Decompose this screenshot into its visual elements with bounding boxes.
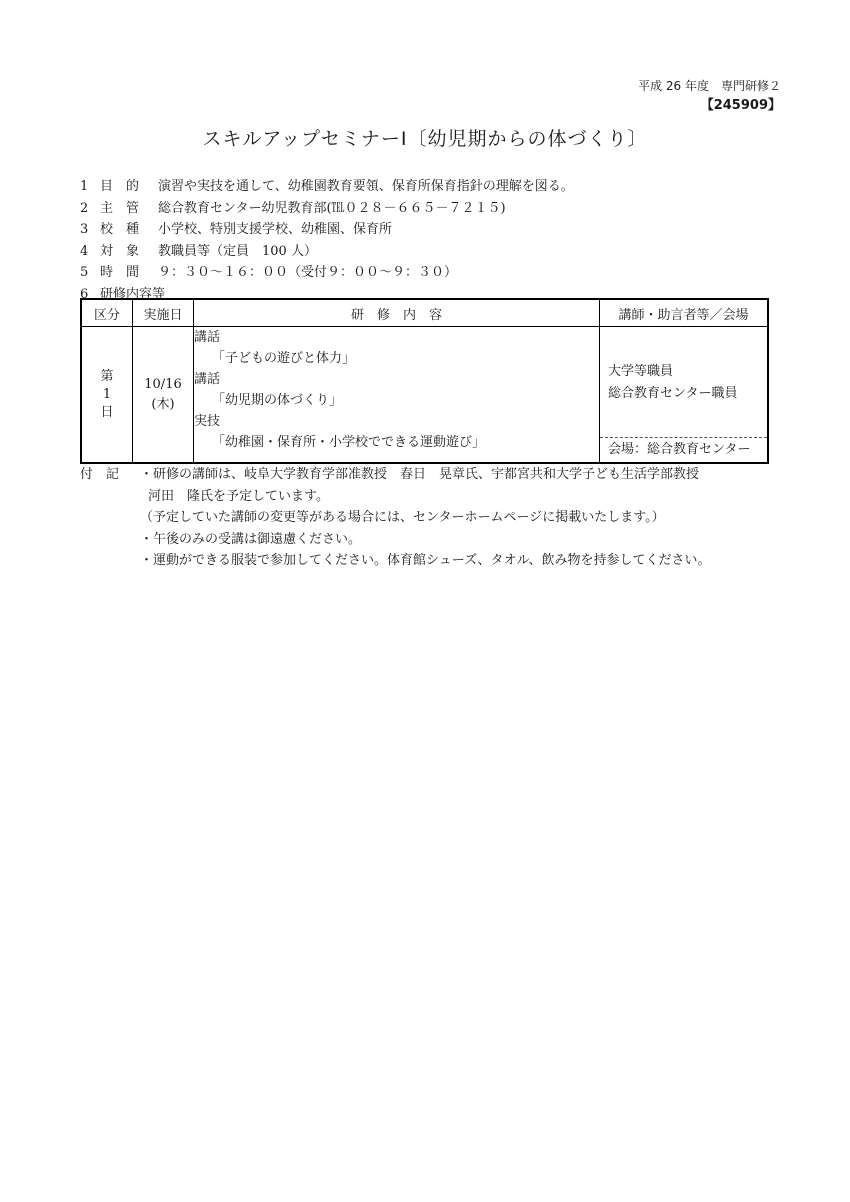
- document-header: [638, 78, 781, 116]
- session-type: 実技: [194, 414, 221, 429]
- note-line: （予定していた講師の変更等がある場合には、センターホームページに掲載いたします。）: [140, 510, 665, 525]
- overview-list: [80, 176, 574, 305]
- list-item-school-type: 3 校 種 小学校、特別支援学校、幼稚園、保育所: [80, 222, 393, 237]
- list-item-purpose: 1 目 的 演習や実技を通して、幼稚園教育要領、保育所保育指針の理解を図る。: [80, 179, 574, 194]
- column-header-date: 実施日: [133, 299, 194, 327]
- session-title: 「子どもの遊びと体力」: [212, 351, 356, 366]
- lecturer-entry: 総合教育センター職員: [608, 385, 738, 401]
- date-cell: 10/16 (木): [133, 327, 194, 464]
- venue-label: 会場：総合教育センター: [600, 437, 767, 462]
- content-cell: [194, 327, 600, 464]
- notes-label: 付 記: [80, 467, 120, 482]
- note-line: ・運動ができる服装で参加してください。体育館シューズ、タオル、飲み物を持参してください。: [140, 553, 711, 568]
- notes-section: [80, 464, 710, 572]
- page-title: スキルアップセミナーⅠ〔幼児期からの体づくり〕: [202, 128, 648, 150]
- session-type: 講話: [194, 330, 221, 345]
- note-line: ・午後のみの受講は御遠慮ください。: [140, 531, 362, 547]
- lecturer-list: [600, 327, 767, 437]
- table-row: [81, 327, 768, 464]
- session-title: 「幼稚園・保育所・小学校でできる運動遊び」: [212, 435, 486, 450]
- lecturer-cell: [600, 327, 769, 464]
- note-line: ・研修の講師は、岐阜大学教育学部准教授 春日 晃章氏、宇都宮共和大学子ども生活学部教授: [140, 467, 700, 482]
- table-header-row: [81, 299, 768, 327]
- list-item-content-heading: 6 研修内容等: [80, 286, 166, 302]
- note-line: 河田 隆氏を予定しています。: [148, 488, 329, 504]
- list-item-organizer: 2 主 管 総合教育センター幼児教育部(℡０２８－６６５－７２１５): [80, 200, 506, 216]
- column-header-lecturer: 講師・助言者等／会場: [600, 299, 769, 327]
- session-type: 講話: [194, 372, 221, 387]
- list-item-time: 5 時 間 ９：３０～１６：００（受付９：００～９：３０）: [80, 265, 458, 280]
- column-header-content: 研 修 内 容: [194, 299, 600, 327]
- day-cell: 第 1 日: [81, 327, 133, 464]
- column-header-kubun: 区分: [81, 299, 133, 327]
- list-item-target: 4 対 象 教職員等（定員 100 人）: [80, 243, 317, 259]
- lecturer-entry: 大学等職員: [608, 364, 674, 379]
- session-title: 「幼児期の体づくり」: [212, 393, 343, 408]
- fiscal-year-label: 平成 26 年度 専門研修２: [638, 79, 781, 93]
- schedule-table: [80, 298, 769, 464]
- course-code: 【245909】: [700, 98, 781, 113]
